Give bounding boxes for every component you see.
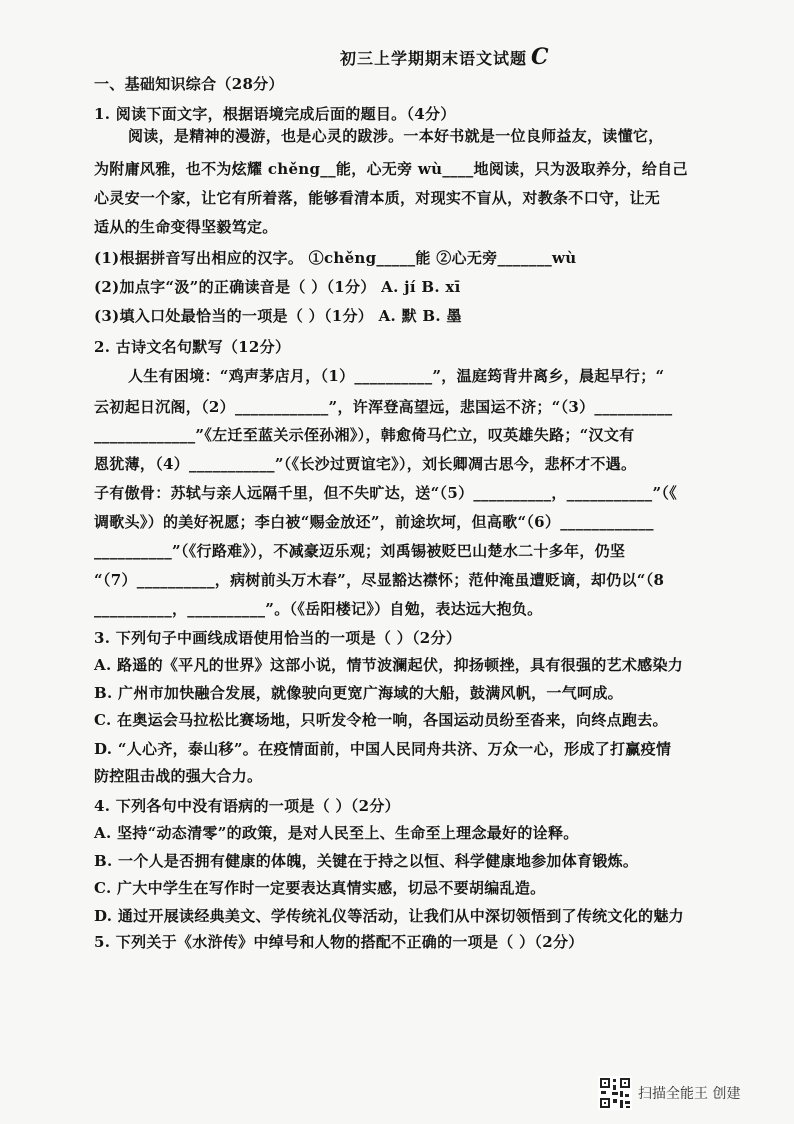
option-a: A. 路遥的《平凡的世界》这部小说，情节波澜起伏，抑扬顿挫，具有很强的艺术感染力: [94, 656, 684, 674]
sub-question-3: (3)填入口处最恰当的一项是（ ）（1分） A. 默 B. 墨: [94, 307, 462, 325]
qr-code-icon: [598, 1076, 632, 1110]
poem-line: __________”（《行路难》），不减豪迈乐观；刘禹锡被贬巴山楚水二十多年，仍坚: [94, 542, 626, 560]
watermark-text: 扫描全能王 创建: [638, 1086, 741, 1102]
question-4: 4. 下列各句中没有语病的一项是（ ）（2分）: [94, 797, 400, 815]
question-2: 2. 古诗文名句默写（12分）: [94, 338, 291, 356]
poem-line: “（7）__________，病树前头万木春”，尽显豁达襟怀；范仲淹虽遭贬谪，却仍以“（8: [94, 571, 665, 589]
option-c: C. 在奥运会马拉松比赛场地，只听发令枪一响，各国运动员纷至沓来，向终点跑去。: [94, 711, 668, 729]
option-d-cont: 防控阻击战的强大合力。: [94, 767, 263, 785]
question-3: 3. 下列句子中画线成语使用恰当的一项是（ ）（2分）: [94, 629, 462, 647]
poem-line: __________，__________”。（《岳阳楼记》）自勉，表达远大抱负。: [94, 600, 543, 618]
passage-line: 为附庸风雅，也不为炫耀 chěng__能，心无旁 wù____地阅读，只为汲取养分，给自己: [94, 160, 688, 178]
passage-line: 心灵安一个家，让它有所着落，能够看清本质，对现实不盲从，对教条不口守，让无: [94, 189, 661, 207]
poem-line: 人生有困境：“鸡声茅店月，（1）__________”，温庭筠背井离乡，晨起早行；“: [128, 367, 665, 385]
option-b: B. 一个人是否拥有健康的体魄，关键在于持之以恒、科学健康地参加体育锻炼。: [94, 852, 639, 870]
section-heading: 一、基础知识综合（28分）: [94, 75, 284, 93]
version-mark: C: [531, 44, 550, 70]
title-text: 初三上学期期末语文试题: [340, 49, 528, 68]
poem-line: _____________”《左迁至蓝关示侄孙湘》），韩愈倚马伫立，叹英雄失路；“汉文有: [94, 426, 635, 444]
question-5: 5. 下列关于《水浒传》中绰号和人物的搭配不正确的一项是（ ）（2分）: [94, 933, 584, 951]
sub-question-2: (2)加点字“汲”的正确读音是（ ）（1分） A. jí B. xī: [94, 278, 461, 296]
option-a: A. 坚持“动态清零”的政策，是对人民至上、生命至上理念最好的诠释。: [94, 824, 579, 842]
page-title: [340, 44, 550, 70]
option-c: C. 广大中学生在写作时一定要表达真情实感，切忌不要胡编乱造。: [94, 879, 546, 897]
sub-question-1: (1)根据拼音写出相应的汉字。 ①chěng_____能 ②心无旁_______wù: [94, 249, 577, 267]
option-b: B. 广州市加快融合发展，就像驶向更宽广海域的大船，鼓满风帆，一气呵成。: [94, 684, 623, 702]
question-1: 1. 阅读下面文字，根据语境完成后面的题目。（4分）: [94, 105, 456, 123]
poem-line: 云初起日沉阁，（2）____________”，许浑登高望远，悲国运不济；“（3）__________: [94, 398, 673, 416]
poem-line: 恩犹薄，（4）___________”（《长沙过贾谊宅》），刘长卿凋古思今，悲杯才不遇。: [94, 455, 637, 473]
option-d: D. “人心齐，泰山移”。在疫情面前，中国人民同舟共济、万众一心，形成了打赢疫情: [94, 740, 672, 758]
scanner-watermark: [598, 1076, 740, 1110]
poem-line: 子有傲骨：苏轼与亲人远隔千里，但不失旷达，送“（5）__________，___________”（《: [94, 484, 677, 502]
passage-line: 阅读，是精神的漫游，也是心灵的跋涉。一本好书就是一位良师益友，读懂它，: [128, 127, 664, 145]
poem-line: 调歌头》）的美好祝愿；李白被“赐金放还”，前途坎坷，但高歌“（6）____________: [94, 513, 654, 531]
passage-line: 适从的生命变得坚毅笃定。: [94, 218, 278, 236]
option-d: D. 通过开展读经典美文、学传统礼仪等活动，让我们从中深切领悟到了传统文化的魅力: [94, 907, 684, 925]
